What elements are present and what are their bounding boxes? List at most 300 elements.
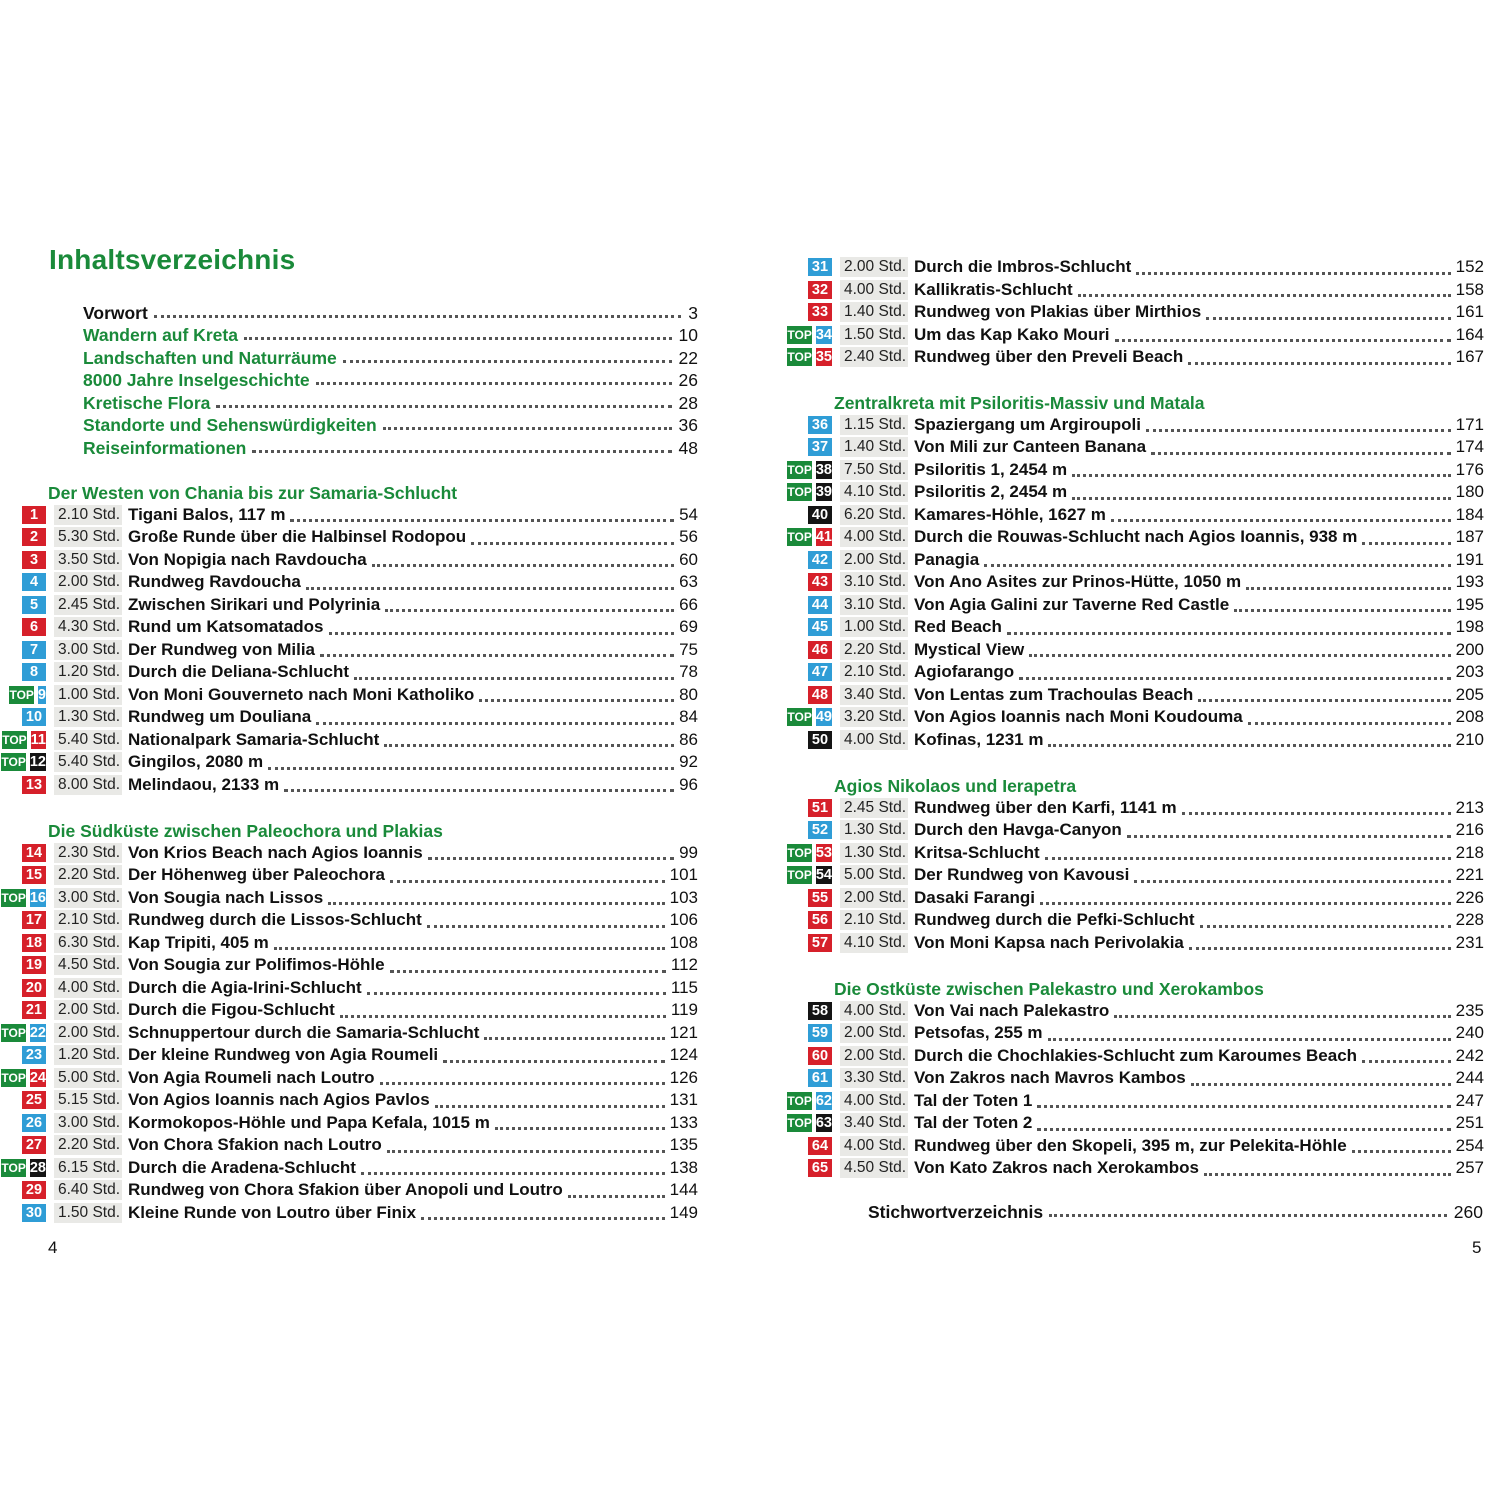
tour-entry[interactable] xyxy=(1,1157,698,1180)
tour-title: Rundweg um Douliana xyxy=(128,707,312,727)
tour-title: Von Lentas zum Trachoulas Beach xyxy=(914,684,1194,704)
top-badge: TOP xyxy=(787,350,812,365)
leader-dots xyxy=(383,427,672,430)
tour-entry[interactable] xyxy=(787,481,1484,504)
tour-marker xyxy=(800,663,832,681)
tour-marker xyxy=(800,1137,832,1155)
front-matter-item[interactable] xyxy=(83,391,698,414)
tour-duration: 6.15 Std. xyxy=(54,1158,122,1178)
tour-entry[interactable] xyxy=(800,594,1484,617)
tour-entry[interactable] xyxy=(800,729,1484,752)
tour-entry[interactable] xyxy=(14,706,698,729)
leader-dots xyxy=(252,450,671,453)
tour-page: 86 xyxy=(679,729,698,749)
tour-entry[interactable] xyxy=(14,616,698,639)
tour-title: Psiloritis 1, 2454 m xyxy=(914,459,1068,479)
tour-entry[interactable] xyxy=(14,504,698,527)
tour-number: 48 xyxy=(808,686,832,704)
section-title: Zentralkreta mit Psiloritis-Massiv und Matala xyxy=(834,392,1205,413)
tour-entry[interactable] xyxy=(787,864,1484,887)
tour-title: Kamares-Höhle, 1627 m xyxy=(914,504,1106,524)
tour-title: Rund um Katsomatados xyxy=(128,617,324,637)
tour-title: Rundweg durch die Pefki-Schlucht xyxy=(914,910,1195,930)
tour-page: 198 xyxy=(1455,617,1484,637)
tour-marker xyxy=(800,281,832,299)
tour-number: 27 xyxy=(22,1136,46,1154)
tour-duration: 1.20 Std. xyxy=(54,1045,122,1065)
leader-dots xyxy=(1049,1214,1447,1217)
tour-duration: 2.10 Std. xyxy=(54,910,122,930)
leader-dots xyxy=(1352,1150,1451,1153)
tour-number: 11 xyxy=(30,731,46,748)
leader-dots xyxy=(380,1082,665,1085)
tour-duration: 2.00 Std. xyxy=(840,257,908,277)
tour-marker xyxy=(14,979,46,997)
tour-marker xyxy=(800,934,832,952)
leader-dots xyxy=(387,1150,665,1153)
leader-dots xyxy=(1040,902,1451,905)
tour-marker xyxy=(800,641,832,659)
tour-page: 131 xyxy=(669,1090,698,1110)
tour-marker xyxy=(800,506,832,524)
tour-entry[interactable] xyxy=(800,571,1484,594)
tour-entry[interactable] xyxy=(800,684,1484,707)
tour-duration: 4.00 Std. xyxy=(54,978,122,998)
tour-entry[interactable] xyxy=(14,842,698,865)
tour-number: 42 xyxy=(808,551,832,569)
tour-marker xyxy=(14,1091,46,1109)
tour-duration: 5.00 Std. xyxy=(840,865,908,885)
tour-page: 208 xyxy=(1455,707,1484,727)
tour-entry[interactable] xyxy=(14,1134,698,1157)
front-matter-page: 28 xyxy=(678,392,698,413)
tour-number: 37 xyxy=(808,438,832,456)
tour-title: Rundweg von Chora Sfakion über Anopoli und Loutro xyxy=(128,1180,563,1200)
tour-title: Dasaki Farangi xyxy=(914,887,1035,907)
leader-dots xyxy=(1189,947,1451,950)
top-badge: TOP xyxy=(2,732,27,747)
tour-entry[interactable] xyxy=(14,999,698,1022)
section-west-chania xyxy=(1,481,698,796)
tour-title: Der Höhenweg über Paleochora xyxy=(128,865,385,885)
tour-page: 228 xyxy=(1455,910,1484,930)
tour-page: 187 xyxy=(1455,527,1484,547)
leader-dots xyxy=(320,654,674,657)
leader-dots xyxy=(244,337,672,340)
tour-marker xyxy=(14,663,46,681)
tour-title: Kofinas, 1231 m xyxy=(914,729,1044,749)
tour-number: 39 xyxy=(815,484,832,501)
tour-duration: 3.30 Std. xyxy=(840,1068,908,1088)
tour-entry[interactable] xyxy=(14,954,698,977)
tour-marker xyxy=(14,1046,46,1064)
tour-number: 4 xyxy=(22,573,46,591)
tour-page: 231 xyxy=(1455,932,1484,952)
tour-entry[interactable] xyxy=(14,661,698,684)
tour-entry[interactable] xyxy=(800,909,1484,932)
leader-dots xyxy=(421,1217,665,1220)
leader-dots xyxy=(1111,519,1451,522)
leader-dots xyxy=(340,1015,666,1018)
tour-entry[interactable] xyxy=(14,526,698,549)
tour-entry[interactable] xyxy=(2,729,698,752)
front-matter-page: 26 xyxy=(678,370,698,390)
tour-entry[interactable] xyxy=(800,549,1484,572)
tour-number: 16 xyxy=(29,889,46,906)
tour-entry[interactable] xyxy=(14,549,698,572)
tour-number: 26 xyxy=(22,1114,46,1132)
tour-duration: 4.50 Std. xyxy=(54,955,122,975)
tour-title: Von Ano Asites zur Prinos-Hütte, 1050 m xyxy=(914,572,1242,592)
tour-marker xyxy=(14,1001,46,1019)
tour-entry[interactable] xyxy=(14,1089,698,1112)
front-matter-page: 3 xyxy=(688,302,698,323)
tour-entry[interactable] xyxy=(787,1090,1484,1113)
tour-marker xyxy=(14,641,46,659)
tour-entry[interactable] xyxy=(787,324,1484,347)
tour-page: 240 xyxy=(1455,1023,1484,1043)
leader-dots xyxy=(154,315,681,318)
leader-dots xyxy=(284,789,674,792)
leader-dots xyxy=(1234,609,1450,612)
tour-page: 180 xyxy=(1455,482,1484,502)
tour-page: 251 xyxy=(1455,1113,1484,1133)
tour-duration: 1.00 Std. xyxy=(54,685,122,705)
tour-duration: 1.50 Std. xyxy=(54,1203,122,1223)
tour-entry[interactable] xyxy=(14,639,698,662)
tour-page: 213 xyxy=(1455,797,1484,817)
leader-dots xyxy=(274,947,665,950)
tour-marker xyxy=(14,708,46,726)
tour-page: 235 xyxy=(1455,1000,1484,1020)
tour-marker xyxy=(800,596,832,614)
tour-title: Von Kato Zakros nach Xerokambos xyxy=(914,1158,1199,1178)
tour-marker xyxy=(800,1024,832,1042)
tour-marker xyxy=(787,844,832,862)
tour-number: 6 xyxy=(22,618,46,636)
tour-number: 1 xyxy=(22,506,46,524)
tour-marker xyxy=(800,258,832,276)
tour-entry[interactable] xyxy=(1,887,698,910)
tour-marker xyxy=(800,303,832,321)
leader-dots xyxy=(316,722,674,725)
tour-page: 124 xyxy=(669,1045,698,1065)
tour-title: Petsofas, 255 m xyxy=(914,1023,1043,1043)
tour-number: 53 xyxy=(815,844,832,861)
tour-entry[interactable] xyxy=(800,616,1484,639)
tour-duration: 2.30 Std. xyxy=(54,843,122,863)
tour-duration: 2.00 Std. xyxy=(54,1023,122,1043)
tour-page: 60 xyxy=(679,549,698,569)
top-badge: TOP xyxy=(1,890,26,905)
tour-entry[interactable] xyxy=(1,1022,698,1045)
tour-duration: 1.50 Std. xyxy=(840,325,908,345)
tour-duration: 3.40 Std. xyxy=(840,685,908,705)
leader-dots xyxy=(1188,362,1450,365)
tour-duration: 3.10 Std. xyxy=(840,595,908,615)
tour-entry[interactable] xyxy=(787,526,1484,549)
tour-entry[interactable] xyxy=(800,414,1484,437)
front-matter-label: Vorwort xyxy=(83,302,148,323)
tour-marker xyxy=(787,1092,832,1110)
top-badge: TOP xyxy=(787,845,812,860)
tour-page: 78 xyxy=(679,662,698,682)
leader-dots xyxy=(354,677,674,680)
tour-page: 152 xyxy=(1455,257,1484,277)
tour-marker xyxy=(14,573,46,591)
leader-dots xyxy=(390,880,665,883)
tour-page: 54 xyxy=(679,504,698,524)
leader-dots xyxy=(1048,1038,1451,1041)
front-matter-item[interactable] xyxy=(83,346,698,369)
tour-entry[interactable] xyxy=(800,639,1484,662)
tour-title: Große Runde über die Halbinsel Rodopou xyxy=(128,527,467,547)
tour-number: 33 xyxy=(808,303,832,321)
tour-page: 161 xyxy=(1455,302,1484,322)
tour-duration: 2.10 Std. xyxy=(840,662,908,682)
leader-dots xyxy=(1037,1128,1450,1131)
tour-number: 57 xyxy=(808,934,832,952)
leader-dots xyxy=(343,360,672,363)
tour-entry[interactable] xyxy=(800,1157,1484,1180)
tour-entry[interactable] xyxy=(14,571,698,594)
tour-title: Rundweg von Plakias über Mirthios xyxy=(914,302,1202,322)
tour-entry[interactable] xyxy=(14,1202,698,1225)
top-badge: TOP xyxy=(1,1070,26,1085)
front-matter-item[interactable] xyxy=(83,436,698,459)
leader-dots xyxy=(390,970,666,973)
tour-title: Durch die Aradena-Schlucht xyxy=(128,1157,356,1177)
tour-title: Kritsa-Schlucht xyxy=(914,842,1040,862)
tour-entry[interactable] xyxy=(14,909,698,932)
tour-entry[interactable] xyxy=(14,977,698,1000)
tour-marker xyxy=(1,1024,46,1042)
tour-entry[interactable] xyxy=(14,1112,698,1135)
tour-duration: 1.00 Std. xyxy=(840,617,908,637)
tour-entry[interactable] xyxy=(800,887,1484,910)
index-label: Stichwortverzeichnis xyxy=(868,1201,1044,1222)
tour-number: 25 xyxy=(22,1091,46,1109)
tour-page: 112 xyxy=(670,955,698,975)
top-badge: TOP xyxy=(787,462,812,477)
tour-marker xyxy=(14,528,46,546)
tour-number: 56 xyxy=(808,911,832,929)
leader-dots xyxy=(1362,1060,1451,1063)
tour-duration: 1.40 Std. xyxy=(840,302,908,322)
front-matter-label: Reiseinformationen xyxy=(83,437,247,458)
tour-entry[interactable] xyxy=(1,1067,698,1090)
tour-title: Red Beach xyxy=(914,617,1002,637)
tour-marker xyxy=(787,461,832,479)
tour-entry[interactable] xyxy=(800,797,1484,820)
tour-entry[interactable] xyxy=(14,1179,698,1202)
tour-duration: 2.45 Std. xyxy=(54,595,122,615)
tour-number: 17 xyxy=(22,911,46,929)
tour-entry[interactable] xyxy=(14,1044,698,1067)
page-number-right: 5 xyxy=(1472,1238,1482,1257)
tour-number: 61 xyxy=(808,1069,832,1087)
tour-duration: 4.00 Std. xyxy=(840,730,908,750)
tour-page: 75 xyxy=(679,639,698,659)
tour-number: 52 xyxy=(808,821,832,839)
section-ostkueste xyxy=(787,977,1484,1180)
tour-entry[interactable] xyxy=(800,1000,1484,1023)
front-matter-item[interactable] xyxy=(83,369,698,392)
tour-duration: 4.30 Std. xyxy=(54,617,122,637)
tour-number: 44 xyxy=(808,596,832,614)
index-entry[interactable] xyxy=(868,1200,1483,1223)
tour-entry[interactable] xyxy=(14,932,698,955)
tour-page: 133 xyxy=(669,1112,698,1132)
front-matter-page: 36 xyxy=(678,415,698,435)
tour-duration: 2.00 Std. xyxy=(54,1000,122,1020)
tour-entry[interactable] xyxy=(14,594,698,617)
tour-marker xyxy=(14,618,46,636)
tour-entry[interactable] xyxy=(800,661,1484,684)
tour-entry[interactable] xyxy=(787,842,1484,865)
tour-title: Kap Tripiti, 405 m xyxy=(128,932,269,952)
leader-dots xyxy=(1114,1015,1450,1018)
section-continued xyxy=(787,256,1484,369)
tour-page: 63 xyxy=(679,572,698,592)
tour-number: 20 xyxy=(22,979,46,997)
front-matter-item[interactable] xyxy=(83,324,698,347)
tour-entry[interactable] xyxy=(800,279,1484,302)
tour-entry[interactable] xyxy=(787,1112,1484,1135)
section-title: Der Westen von Chania bis zur Samaria-Schlucht xyxy=(48,482,458,503)
tour-duration: 6.20 Std. xyxy=(840,505,908,525)
tour-duration: 5.15 Std. xyxy=(54,1090,122,1110)
tour-page: 96 xyxy=(679,774,698,794)
tour-entry[interactable] xyxy=(787,346,1484,369)
tour-entry[interactable] xyxy=(800,819,1484,842)
tour-duration: 2.40 Std. xyxy=(840,347,908,367)
tour-page: 84 xyxy=(679,707,698,727)
tour-page: 244 xyxy=(1455,1068,1484,1088)
tour-page: 247 xyxy=(1455,1090,1484,1110)
tour-marker xyxy=(800,1002,832,1020)
leader-dots xyxy=(367,992,666,995)
leader-dots xyxy=(1198,699,1450,702)
tour-entry[interactable] xyxy=(800,1022,1484,1045)
tour-title: Von Zakros nach Mavros Kambos xyxy=(914,1068,1186,1088)
tour-entry[interactable] xyxy=(9,684,698,707)
tour-page: 144 xyxy=(669,1180,698,1200)
tour-duration: 2.45 Std. xyxy=(840,798,908,818)
tour-entry[interactable] xyxy=(800,436,1484,459)
tour-marker xyxy=(1,753,46,771)
tour-number: 2 xyxy=(22,528,46,546)
leader-dots xyxy=(1151,452,1451,455)
tour-number: 3 xyxy=(22,551,46,569)
tour-entry[interactable] xyxy=(800,1135,1484,1158)
tour-number: 54 xyxy=(815,867,832,884)
leader-dots xyxy=(1072,497,1451,500)
tour-entry[interactable] xyxy=(800,1045,1484,1068)
tour-page: 216 xyxy=(1455,820,1484,840)
tour-page: 56 xyxy=(679,527,698,547)
tour-number: 41 xyxy=(815,529,832,546)
tour-duration: 8.00 Std. xyxy=(54,775,122,795)
tour-marker xyxy=(1,1069,46,1087)
top-badge: TOP xyxy=(787,327,812,342)
tour-title: Von Vai nach Palekastro xyxy=(914,1000,1110,1020)
tour-entry[interactable] xyxy=(800,1067,1484,1090)
front-matter-item[interactable] xyxy=(83,301,698,324)
tour-marker xyxy=(14,506,46,524)
tour-duration: 2.20 Std. xyxy=(54,865,122,885)
tour-marker xyxy=(9,686,46,704)
tour-title: Durch die Figou-Schlucht xyxy=(128,1000,335,1020)
tour-page: 126 xyxy=(669,1067,698,1087)
tour-entry[interactable] xyxy=(787,459,1484,482)
tour-marker xyxy=(800,911,832,929)
tour-page: 200 xyxy=(1455,639,1484,659)
tour-page: 221 xyxy=(1455,865,1484,885)
top-badge: TOP xyxy=(1,755,26,770)
tour-number: 14 xyxy=(22,844,46,862)
tour-marker xyxy=(787,483,832,501)
tour-number: 23 xyxy=(22,1046,46,1064)
leader-dots xyxy=(1078,294,1451,297)
tour-marker xyxy=(800,551,832,569)
tour-number: 62 xyxy=(815,1092,832,1109)
tour-entry[interactable] xyxy=(800,504,1484,527)
tour-marker xyxy=(800,686,832,704)
tour-title: Kallikratis-Schlucht xyxy=(914,279,1073,299)
tour-title: Durch die Deliana-Schlucht xyxy=(128,662,350,682)
front-matter-item[interactable] xyxy=(83,414,698,437)
leader-dots xyxy=(290,519,674,522)
top-badge: TOP xyxy=(787,485,812,500)
tour-marker xyxy=(800,416,832,434)
tour-duration: 2.20 Std. xyxy=(840,640,908,660)
tour-page: 257 xyxy=(1455,1158,1484,1178)
tour-number: 64 xyxy=(808,1137,832,1155)
tour-title: Von Agia Galini zur Taverne Red Castle xyxy=(914,594,1230,614)
tour-entry[interactable] xyxy=(800,301,1484,324)
leader-dots xyxy=(568,1195,665,1198)
leader-dots xyxy=(443,1060,664,1063)
tour-duration: 3.50 Std. xyxy=(54,550,122,570)
tour-title: Tigani Balos, 117 m xyxy=(128,504,286,524)
tour-duration: 1.30 Std. xyxy=(54,707,122,727)
tour-duration: 5.00 Std. xyxy=(54,1068,122,1088)
tour-marker xyxy=(800,618,832,636)
tour-number: 55 xyxy=(808,889,832,907)
tour-entry[interactable] xyxy=(800,256,1484,279)
tour-number: 38 xyxy=(815,461,832,478)
tour-entry[interactable] xyxy=(787,706,1484,729)
leader-dots xyxy=(479,699,674,702)
tour-page: 226 xyxy=(1455,887,1484,907)
leader-dots xyxy=(1200,925,1451,928)
tour-entry[interactable] xyxy=(14,864,698,887)
tour-title: Kleine Runde von Loutro über Finix xyxy=(128,1202,417,1222)
leader-dots xyxy=(268,767,674,770)
tour-entry[interactable] xyxy=(1,751,698,774)
tour-page: 158 xyxy=(1455,279,1484,299)
tour-number: 65 xyxy=(808,1159,832,1177)
tour-entry[interactable] xyxy=(800,932,1484,955)
tour-entry[interactable] xyxy=(14,774,698,797)
tour-duration: 5.40 Std. xyxy=(54,730,122,750)
tour-duration: 3.00 Std. xyxy=(54,640,122,660)
top-badge: TOP xyxy=(787,710,812,725)
tour-marker xyxy=(14,844,46,862)
tour-marker xyxy=(14,1204,46,1222)
front-matter-page: 48 xyxy=(678,437,698,458)
